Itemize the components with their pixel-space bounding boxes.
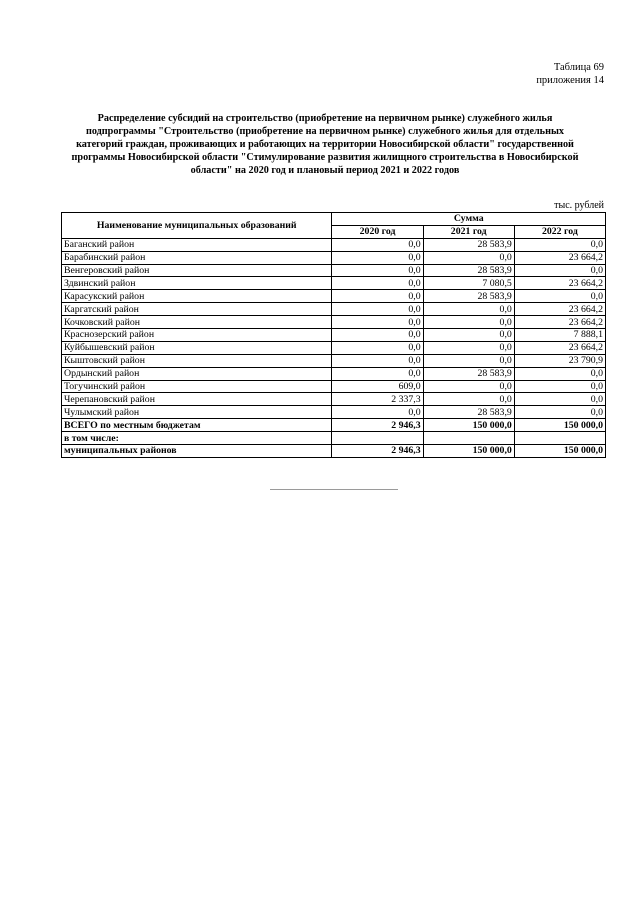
value-2020: 2 337,3: [332, 393, 423, 406]
district-name: Ордынский район: [62, 367, 332, 380]
value-2021: 28 583,9: [423, 290, 514, 303]
value-2020: 0,0: [332, 316, 423, 329]
value-2022: 0,0: [514, 290, 605, 303]
municipal-2020: 2 946,3: [332, 445, 423, 458]
value-2021: 0,0: [423, 393, 514, 406]
value-2020: 0,0: [332, 303, 423, 316]
value-2021: 0,0: [423, 329, 514, 342]
value-2020: 0,0: [332, 329, 423, 342]
value-2022: 0,0: [514, 264, 605, 277]
table-row: [62, 354, 606, 367]
table-number-note: [536, 61, 604, 87]
district-name: Краснозерский район: [62, 329, 332, 342]
municipal-label: муниципальных районов: [62, 445, 332, 458]
value-2020: 0,0: [332, 277, 423, 290]
total-label: ВСЕГО по местным бюджетам: [62, 419, 332, 432]
table-number: Таблица 69: [553, 62, 604, 73]
value-2020: 609,0: [332, 380, 423, 393]
value-2022: 7 888,1: [514, 329, 605, 342]
value-2022: 23 664,2: [514, 316, 605, 329]
appendix-number: приложения 14: [536, 75, 604, 86]
header-year-2022: 2022 год: [514, 225, 605, 238]
value-2021: 28 583,9: [423, 406, 514, 419]
value-2020: 0,0: [332, 367, 423, 380]
value-2022: 23 790,9: [514, 354, 605, 367]
value-2022: 23 664,2: [514, 277, 605, 290]
value-2022: 0,0: [514, 393, 605, 406]
value-2022: 0,0: [514, 380, 605, 393]
table-row: [62, 393, 606, 406]
value-2020: 0,0: [332, 238, 423, 251]
including-label: в том числе:: [62, 432, 332, 445]
value-2021: 7 080,5: [423, 277, 514, 290]
value-2020: 0,0: [332, 264, 423, 277]
district-name: Чулымский район: [62, 406, 332, 419]
document-title: Распределение субсидий на строительство (приобретение на первичном рынке) служебного жилья подпрограммы "Строительство (приобретение на первичном рынке) служебного жилья для отдельных категорий граждан, проживающих и работающих на территории Новосибирской области" государственной программы Новосибирской области "Стимулирование развития жилищного строительства в Новосибирской области" на 2020 год и плановый период 2021 и 2022 годов: [71, 113, 579, 176]
including-2020: [332, 432, 423, 445]
value-2020: 0,0: [332, 341, 423, 354]
value-2021: 28 583,9: [423, 238, 514, 251]
value-2021: 0,0: [423, 251, 514, 264]
district-name: Тогучинский район: [62, 380, 332, 393]
subsidies-table: [61, 212, 606, 458]
value-2021: 0,0: [423, 380, 514, 393]
including-row: [62, 432, 606, 445]
value-2022: 23 664,2: [514, 303, 605, 316]
value-2021: 0,0: [423, 354, 514, 367]
municipal-2022: 150 000,0: [514, 445, 605, 458]
value-2022: 23 664,2: [514, 341, 605, 354]
district-name: Барабинский район: [62, 251, 332, 264]
including-2022: [514, 432, 605, 445]
district-name: Черепановский район: [62, 393, 332, 406]
value-2021: 28 583,9: [423, 264, 514, 277]
value-2022: 0,0: [514, 406, 605, 419]
header-sum: Сумма: [332, 213, 606, 226]
municipal-2021: 150 000,0: [423, 445, 514, 458]
value-2021: 0,0: [423, 316, 514, 329]
table-row: [62, 290, 606, 303]
district-name: Куйбышевский район: [62, 341, 332, 354]
municipal-row: [62, 445, 606, 458]
header-name: Наименование муниципальных образований: [62, 213, 332, 239]
value-2022: 0,0: [514, 238, 605, 251]
table-row: [62, 251, 606, 264]
value-2022: 23 664,2: [514, 251, 605, 264]
value-2020: 0,0: [332, 354, 423, 367]
district-name: Баганский район: [62, 238, 332, 251]
value-2022: 0,0: [514, 367, 605, 380]
value-2020: 0,0: [332, 251, 423, 264]
total-row: [62, 419, 606, 432]
units-label: тыс. рублей: [554, 200, 604, 211]
district-name: Карасукский район: [62, 290, 332, 303]
total-2021: 150 000,0: [423, 419, 514, 432]
district-name: Венгеровский район: [62, 264, 332, 277]
table-row: [62, 329, 606, 342]
table-row: [62, 341, 606, 354]
total-2022: 150 000,0: [514, 419, 605, 432]
value-2021: 28 583,9: [423, 367, 514, 380]
district-name: Здвинский район: [62, 277, 332, 290]
district-name: Кочковский район: [62, 316, 332, 329]
table-row: [62, 238, 606, 251]
table-row: [62, 316, 606, 329]
table-row: [62, 406, 606, 419]
header-year-2020: 2020 год: [332, 225, 423, 238]
value-2020: 0,0: [332, 290, 423, 303]
district-name: Кыштовский район: [62, 354, 332, 367]
value-2021: 0,0: [423, 341, 514, 354]
table-row: [62, 264, 606, 277]
value-2020: 0,0: [332, 406, 423, 419]
bottom-divider: [270, 489, 398, 490]
including-2021: [423, 432, 514, 445]
table-row: [62, 303, 606, 316]
header-year-2021: 2021 год: [423, 225, 514, 238]
table-row: [62, 277, 606, 290]
value-2021: 0,0: [423, 303, 514, 316]
table-row: [62, 367, 606, 380]
district-name: Каргатский район: [62, 303, 332, 316]
table-row: [62, 380, 606, 393]
total-2020: 2 946,3: [332, 419, 423, 432]
